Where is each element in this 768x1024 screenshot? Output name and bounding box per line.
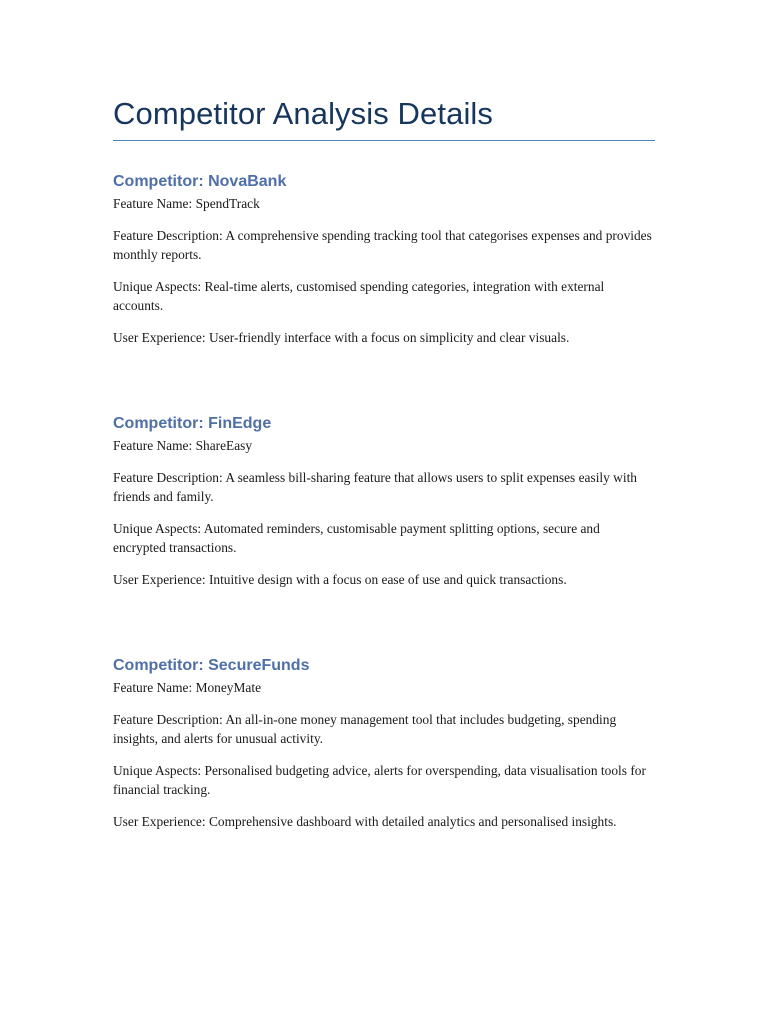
user-experience-paragraph [113, 812, 655, 831]
competitor-section-novabank [113, 172, 655, 347]
competitor-heading: Competitor: FinEdge [113, 415, 272, 432]
feature-description-paragraph [113, 710, 655, 748]
feature-description-value: A seamless bill-sharing feature that allows users to split expenses easily with friends and family. [113, 470, 637, 504]
unique-aspects-label: Unique Aspects: [113, 521, 202, 536]
document-body [113, 94, 655, 829]
feature-description-label: Feature Description: [113, 712, 223, 727]
competitor-heading: Competitor: NovaBank [113, 173, 287, 190]
competitor-section-securefunds [113, 656, 655, 831]
competitor-heading: Competitor: SecureFunds [113, 657, 310, 674]
user-experience-value: Intuitive design with a focus on ease of use and quick transactions. [208, 572, 567, 587]
feature-description-paragraph [113, 468, 655, 506]
feature-name-value: ShareEasy [195, 438, 253, 453]
feature-description-value: An all-in-one money management tool that includes budgeting, spending insights, and alerts for unusual activity. [113, 712, 617, 746]
user-experience-label: User Experience: [113, 572, 206, 587]
unique-aspects-value: Automated reminders, customisable payment splitting options, secure and encrypted transactions. [113, 521, 600, 555]
unique-aspects-paragraph [113, 277, 655, 315]
feature-description-paragraph [113, 226, 655, 264]
feature-name-label: Feature Name: [113, 196, 193, 211]
document-title: Competitor Analysis Details [113, 94, 655, 141]
user-experience-label: User Experience: [113, 330, 206, 345]
feature-name-label: Feature Name: [113, 438, 193, 453]
user-experience-paragraph [113, 570, 655, 589]
feature-name-label: Feature Name: [113, 680, 193, 695]
user-experience-value: User-friendly interface with a focus on simplicity and clear visuals. [208, 330, 570, 345]
feature-description-label: Feature Description: [113, 470, 223, 485]
feature-name-value: MoneyMate [195, 680, 262, 695]
feature-name-value: SpendTrack [195, 196, 260, 211]
feature-name-paragraph [113, 436, 655, 455]
user-experience-value: Comprehensive dashboard with detailed analytics and personalised insights. [208, 814, 617, 829]
feature-name-paragraph [113, 194, 655, 213]
feature-description-value: A comprehensive spending tracking tool that categorises expenses and provides monthly reports. [113, 228, 652, 262]
unique-aspects-label: Unique Aspects: [113, 763, 202, 778]
unique-aspects-paragraph [113, 761, 655, 799]
feature-name-paragraph [113, 678, 655, 697]
feature-description-label: Feature Description: [113, 228, 223, 243]
unique-aspects-label: Unique Aspects: [113, 279, 202, 294]
unique-aspects-paragraph [113, 519, 655, 557]
unique-aspects-value: Personalised budgeting advice, alerts for overspending, data visualisation tools for financial tracking. [113, 763, 646, 797]
competitor-section-finedge [113, 414, 655, 589]
unique-aspects-value: Real-time alerts, customised spending categories, integration with external accounts. [113, 279, 605, 313]
user-experience-paragraph [113, 328, 655, 347]
user-experience-label: User Experience: [113, 814, 206, 829]
